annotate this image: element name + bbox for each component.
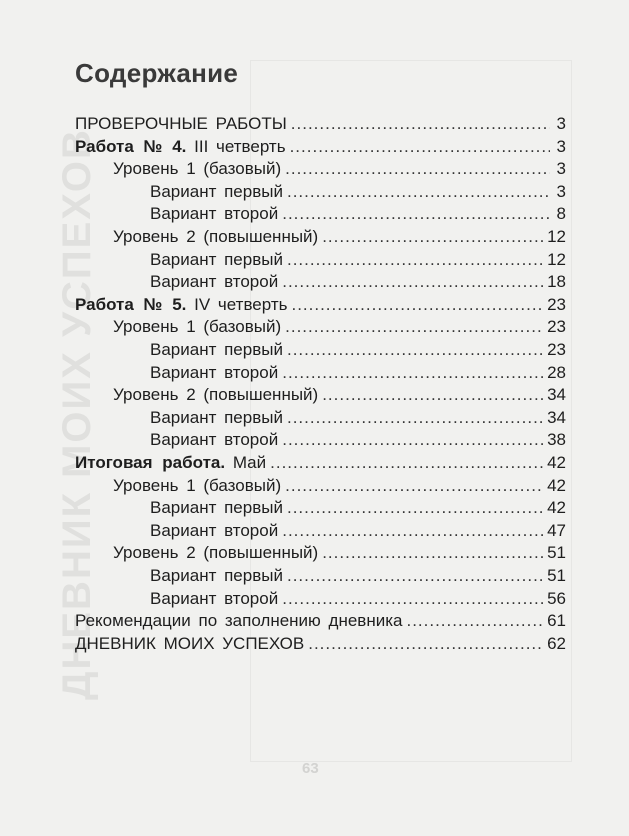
- dot-leader: [287, 180, 550, 204]
- toc-entry-label: [113, 541, 318, 565]
- toc-entry[interactable]: [150, 202, 566, 226]
- toc-entry-text: Уровень 2 (повышенный): [113, 227, 319, 246]
- toc-entry-page-number: 47: [547, 520, 566, 540]
- toc-entry-text: Рекомендации по заполнению дневника: [75, 611, 403, 631]
- dot-leader: [291, 293, 543, 317]
- toc-entry-label: [113, 157, 281, 181]
- dot-leader: [287, 248, 543, 272]
- toc-entry-page-number: 42: [547, 453, 566, 472]
- toc-entry[interactable]: [75, 632, 566, 656]
- toc-entry-label: [150, 202, 278, 226]
- toc-entry-page-number: 23: [547, 317, 566, 337]
- toc-entry-label: [150, 587, 278, 611]
- toc-entry-page-number: 56: [547, 588, 566, 608]
- toc-entry[interactable]: [113, 315, 566, 339]
- toc-entry-label: [113, 315, 281, 339]
- toc-entry[interactable]: [75, 293, 566, 317]
- toc-entry-text: Вариант второй: [150, 272, 279, 292]
- toc-entry[interactable]: [75, 451, 566, 475]
- toc-entry[interactable]: [150, 519, 566, 543]
- toc-entry-label: [75, 135, 286, 159]
- toc-entry-label: [150, 180, 283, 204]
- toc-entry[interactable]: [113, 383, 566, 407]
- toc-entry[interactable]: [113, 541, 566, 565]
- toc-entry-page-number: 34: [547, 385, 566, 405]
- toc-entry-text: Уровень 2 (повышенный): [113, 385, 319, 405]
- toc-entry[interactable]: [150, 361, 566, 385]
- toc-entry-label: [150, 338, 283, 362]
- toc-entry-text: Вариант второй: [150, 204, 279, 224]
- toc-entry-text: IV четверть: [194, 294, 288, 314]
- toc-entry-label: [150, 428, 278, 452]
- page-title: Содержание: [75, 58, 239, 88]
- toc-entry-page-number: 3: [556, 136, 566, 156]
- toc-entry-text: Вариант первый: [150, 498, 283, 518]
- toc-entry-text: ДНЕВНИК МОИХ УСПЕХОВ: [75, 633, 305, 653]
- toc-entry-label: [75, 112, 287, 136]
- toc-entry-text: Вариант первый: [150, 249, 283, 269]
- toc-entry[interactable]: [150, 496, 566, 520]
- toc-entry-page-number: 34: [547, 407, 566, 427]
- toc-entry-label: [113, 474, 281, 498]
- dot-leader: [282, 428, 543, 452]
- toc-entry-text: Вариант первый: [150, 340, 283, 359]
- dot-leader: [282, 361, 543, 385]
- toc-entry-page-number: 3: [556, 159, 566, 179]
- toc-entry-label: [113, 383, 318, 407]
- toc-entry-label: [150, 270, 278, 294]
- toc-entry-label: [150, 361, 278, 385]
- toc-entry[interactable]: [150, 564, 566, 588]
- dot-leader: [287, 564, 543, 588]
- toc-entry[interactable]: [150, 180, 566, 204]
- dot-leader: [290, 135, 550, 159]
- toc-entry-page-number: 28: [547, 362, 566, 382]
- toc-entry[interactable]: [75, 112, 566, 136]
- show-through-page-number: 63: [302, 760, 319, 777]
- toc-entry-text: Уровень 2 (повышенный): [113, 543, 319, 563]
- show-through-heading: ДНЕВНИК МОИХ УСПЕХОВ: [55, 128, 99, 700]
- toc-entry-text: Уровень 1 (базовый): [113, 475, 282, 495]
- dot-leader: [282, 270, 543, 294]
- toc-entry[interactable]: [150, 406, 566, 430]
- toc-entry-text: Вариант второй: [150, 520, 279, 540]
- toc-entry-label: [150, 496, 283, 520]
- toc-entry[interactable]: [113, 225, 566, 249]
- toc-entry-text: Вариант второй: [150, 430, 279, 450]
- dot-leader: [287, 496, 543, 520]
- toc-entry-bold-label: Итоговая работа.: [75, 453, 226, 472]
- toc-entry-label: [150, 406, 283, 430]
- toc-entry-page-number: 23: [547, 294, 566, 314]
- dot-leader: [322, 383, 543, 407]
- toc-entry-page-number: 3: [556, 181, 566, 201]
- toc-entry-page-number: 51: [547, 543, 566, 563]
- toc-entry-label: [75, 451, 266, 475]
- toc-entry-text: Вариант первый: [150, 181, 283, 201]
- toc-entry[interactable]: [150, 587, 566, 611]
- dot-leader: [322, 225, 543, 249]
- toc-entry-bold-label: Работа № 4.: [75, 136, 187, 156]
- toc-entry-page-number: 38: [547, 430, 566, 450]
- toc-entry-text: Уровень 1 (базовый): [113, 159, 282, 179]
- toc-entry-text: Вариант второй: [150, 362, 279, 382]
- toc-entry[interactable]: [150, 428, 566, 452]
- toc-entry[interactable]: [75, 609, 566, 633]
- toc-entry-page-number: 3: [556, 114, 566, 133]
- toc-entry[interactable]: [150, 270, 566, 294]
- toc-entry-text: ПРОВЕРОЧНЫЕ РАБОТЫ: [75, 114, 287, 133]
- toc-entry[interactable]: [113, 157, 566, 181]
- toc-entry-text: Вариант первый: [150, 566, 283, 585]
- toc-entry-text: Вариант первый: [150, 407, 283, 427]
- toc-entry-page-number: 18: [547, 272, 566, 292]
- toc-entry-label: [150, 248, 283, 272]
- toc-entry-page-number: 61: [547, 611, 566, 631]
- toc-entry[interactable]: [113, 474, 566, 498]
- toc-entry[interactable]: [75, 135, 566, 159]
- dot-leader: [282, 519, 543, 543]
- toc-entry-text: Уровень 1 (базовый): [113, 317, 282, 337]
- toc-entry-text: Май: [232, 453, 267, 472]
- dot-leader: [285, 315, 543, 339]
- toc-entry-label: [113, 225, 318, 249]
- dot-leader: [291, 112, 550, 136]
- dot-leader: [287, 406, 543, 430]
- dot-leader: [322, 541, 543, 565]
- toc-entry-label: [75, 632, 304, 656]
- toc-entry-page-number: 12: [547, 249, 566, 269]
- toc-entry-label: [75, 609, 402, 633]
- dot-leader: [282, 202, 550, 226]
- toc-entry-bold-label: Работа № 5.: [75, 294, 187, 314]
- dot-leader: [270, 451, 543, 475]
- toc-entry-page-number: 62: [547, 633, 566, 653]
- dot-leader: [308, 632, 543, 656]
- dot-leader: [287, 338, 543, 362]
- toc-entry[interactable]: [150, 248, 566, 272]
- toc-entry-page-number: 42: [547, 475, 566, 495]
- dot-leader: [285, 474, 543, 498]
- toc-entry-page-number: 12: [547, 227, 566, 246]
- toc-entry-label: [75, 293, 287, 317]
- toc-entry-page-number: 51: [547, 566, 566, 585]
- dot-leader: [285, 157, 550, 181]
- toc-entry-text: III четверть: [194, 136, 286, 156]
- toc-entry-text: Вариант второй: [150, 588, 279, 608]
- toc-entry-page-number: 42: [547, 498, 566, 518]
- dot-leader: [406, 609, 543, 633]
- toc-entry[interactable]: [150, 338, 566, 362]
- dot-leader: [282, 587, 543, 611]
- toc-entry-label: [150, 564, 283, 588]
- toc-entry-page-number: 8: [556, 204, 566, 224]
- toc-entry-label: [150, 519, 278, 543]
- toc-entry-page-number: 23: [547, 340, 566, 359]
